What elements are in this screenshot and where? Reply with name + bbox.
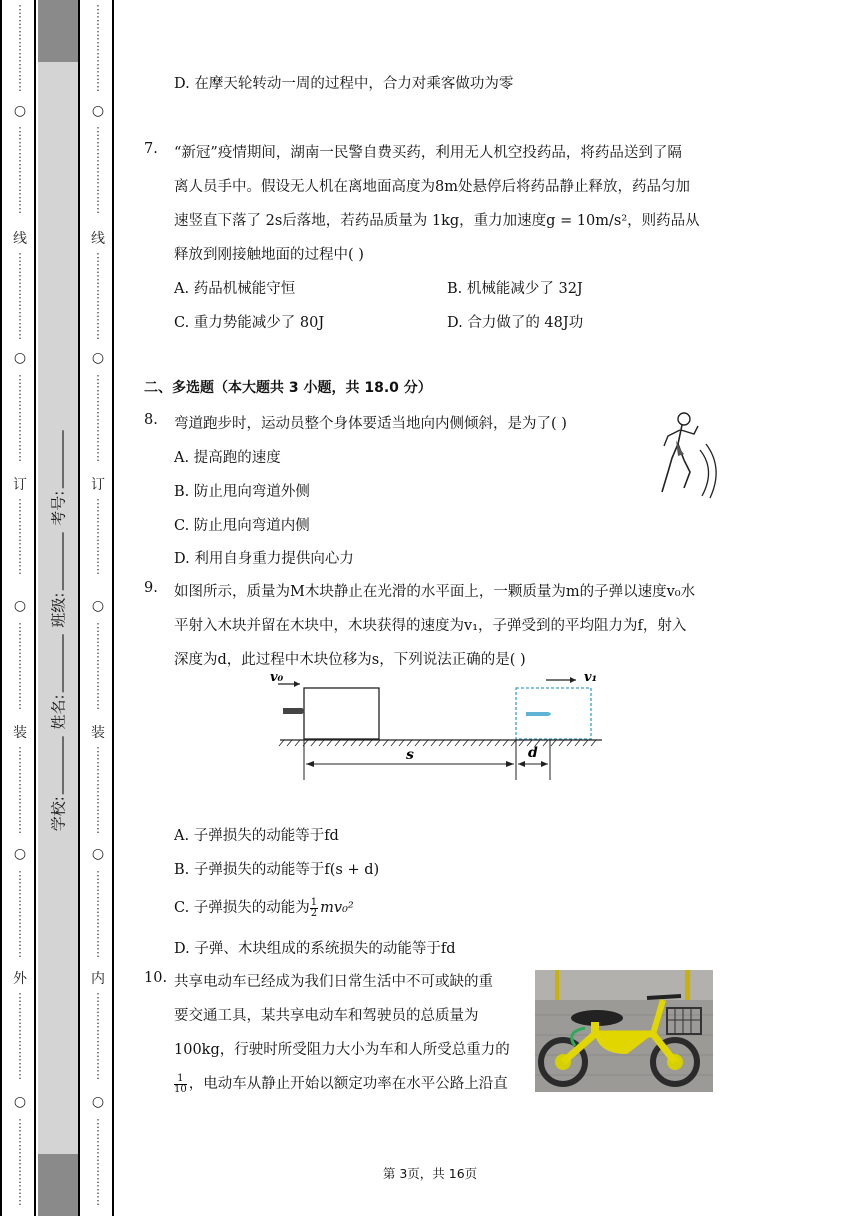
fraction-denominator: 2: [310, 907, 318, 919]
q7-option-d: D. 合力做了的 48J功: [447, 315, 584, 331]
fraction-numerator: 1: [174, 1074, 187, 1085]
class-label: 班级:: [49, 592, 68, 628]
page-footer: 第 3页，共 16页: [382, 1166, 478, 1181]
exam-number-label: 考号:: [49, 490, 68, 526]
binding-circle: ○: [91, 846, 105, 862]
binding-dark-block-top: [38, 0, 78, 62]
q9-option-d: D. 子弹、木块组成的系统损失的动能等于fd: [174, 941, 456, 957]
student-info: [40, 420, 76, 840]
q7-number: 7.: [144, 141, 158, 157]
binding-circle: ○: [91, 350, 105, 366]
binding-strip-outer: [0, 0, 36, 1216]
q10-stem-line-4: [174, 1072, 508, 1095]
binding-circle: ○: [91, 1094, 105, 1110]
q7-stem-line-4: 释放到刚接触地面的过程中( ): [174, 247, 364, 263]
q9-stem-line-1: 如图所示，质量为M木块静止在光滑的水平面上，一颗质量为m的子弹以速度v₀水: [174, 584, 696, 600]
dotted-line: ⋮ ⋮ ⋮ ⋮ ⋮ ⋮ ⋮ ⋮: [92, 991, 104, 1081]
bullet-block-diagram: [270, 668, 604, 788]
binding-circle: ○: [13, 846, 27, 862]
q10-stem-line-4-text: ，电动车从静止开始以额定功率在水平公路上沿直: [188, 1076, 508, 1092]
binding-ding-label: 订: [13, 477, 27, 493]
dotted-line: ⋮ ⋮ ⋮ ⋮ ⋮ ⋮ ⋮ ⋮: [14, 373, 26, 463]
dotted-line: ⋮ ⋮ ⋮ ⋮ ⋮ ⋮ ⋮: [14, 497, 26, 576]
dotted-line: ⋮ ⋮ ⋮ ⋮ ⋮ ⋮ ⋮ ⋮: [92, 251, 104, 341]
school-blank: [63, 736, 64, 794]
q9-option-c-fraction: [310, 898, 318, 919]
q8-number: 8.: [144, 412, 158, 428]
school-label: 学校:: [49, 796, 68, 832]
q8-stem: 弯道跑步时，运动员整个身体要适当地向内侧倾斜，是为了( ): [174, 416, 567, 432]
binding-circle: ○: [13, 350, 27, 366]
binding-zhuang-label: 装: [91, 725, 105, 741]
d-label: d: [528, 745, 538, 761]
runner-illustration: [654, 410, 720, 498]
q8-option-a: A. 提高跑的速度: [174, 450, 281, 466]
dotted-line: ⋮ ⋮ ⋮ ⋮ ⋮ ⋮ ⋮ ⋮: [14, 3, 26, 93]
q8-option-c: C. 防止甩向弯道内侧: [174, 518, 310, 534]
q9-option-b: B. 子弹损失的动能等于f(s + d): [174, 862, 380, 878]
dotted-line: ⋮ ⋮ ⋮ ⋮ ⋮ ⋮ ⋮: [92, 497, 104, 576]
q7-option-b: B. 机械能减少了 32J: [447, 281, 583, 297]
electric-bike-photo: [535, 970, 713, 1092]
binding-circle: ○: [13, 1094, 27, 1110]
binding-zhuang-label: 装: [13, 725, 27, 741]
dotted-line: ⋮ ⋮ ⋮ ⋮ ⋮ ⋮ ⋮ ⋮: [92, 3, 104, 93]
v1-label: v₁: [584, 670, 598, 685]
q7-option-c: C. 重力势能减少了 80J: [174, 315, 325, 331]
dotted-line: ⋮ ⋮ ⋮ ⋮ ⋮ ⋮ ⋮ ⋮: [14, 745, 26, 835]
dotted-line: ⋮ ⋮ ⋮ ⋮ ⋮ ⋮ ⋮ ⋮: [92, 745, 104, 835]
q10-stem-line-2: 要交通工具，某共享电动车和驾驶员的总质量为: [174, 1008, 479, 1024]
binding-line-label: 线: [13, 231, 27, 247]
q8-option-d: D. 利用自身重力提供向心力: [174, 551, 354, 567]
q7-stem-line-3: 速竖直下落了 2s后落地，若药品质量为 1kg，重力加速度g = 10m/s²，则药品从: [174, 213, 700, 229]
q9-number: 9.: [144, 580, 158, 596]
dotted-line: ⋮ ⋮ ⋮ ⋮ ⋮ ⋮ ⋮ ⋮: [14, 1117, 26, 1207]
dotted-line: ⋮ ⋮ ⋮ ⋮ ⋮ ⋮ ⋮ ⋮: [14, 621, 26, 711]
q9-stem-line-2: 平射入木块并留在木块中，木块获得的速度为v₁，子弹受到的平均阻力为f，射入: [174, 618, 687, 634]
dotted-line: ⋮ ⋮ ⋮ ⋮ ⋮ ⋮ ⋮ ⋮: [14, 869, 26, 959]
binding-circle: ○: [13, 598, 27, 614]
name-label: 姓名:: [49, 694, 68, 730]
q7-option-a: A. 药品机械能守恒: [174, 281, 296, 297]
q9-option-c: [174, 896, 354, 919]
exam-number-blank: [63, 431, 64, 489]
name-blank: [63, 634, 64, 692]
dotted-line: ⋮ ⋮ ⋮ ⋮ ⋮ ⋮ ⋮ ⋮: [14, 991, 26, 1081]
q10-number: 10.: [144, 970, 168, 986]
binding-ding-label: 订: [91, 477, 105, 493]
q9-option-c-suffix: mv₀²: [320, 900, 354, 916]
dotted-line: ⋮ ⋮ ⋮ ⋮ ⋮ ⋮ ⋮ ⋮: [14, 251, 26, 341]
dotted-line: ⋮ ⋮ ⋮ ⋮ ⋮ ⋮ ⋮ ⋮: [92, 869, 104, 959]
dotted-line: ⋮ ⋮ ⋮ ⋮ ⋮ ⋮ ⋮ ⋮: [92, 1117, 104, 1207]
q8-option-b: B. 防止甩向弯道外侧: [174, 484, 310, 500]
binding-circle: ○: [91, 103, 105, 119]
v0-label: v₀: [270, 670, 284, 685]
q7-stem-line-1: “新冠”疫情期间，湖南一民警自费买药，利用无人机空投药品，将药品送到了隔: [174, 145, 682, 161]
q10-stem-line-3: 100kg，行驶时所受阻力大小为车和人所受总重力的: [174, 1042, 510, 1058]
binding-wai-label: 外: [13, 971, 27, 987]
dotted-line: ⋮ ⋮ ⋮ ⋮ ⋮ ⋮ ⋮ ⋮: [92, 373, 104, 463]
binding-line-label: 线: [91, 231, 105, 247]
q10-stem-line-1: 共享电动车已经成为我们日常生活中不可或缺的重: [174, 974, 493, 990]
dotted-line: ⋮ ⋮ ⋮ ⋮ ⋮ ⋮ ⋮ ⋮: [92, 125, 104, 215]
s-label: s: [406, 747, 414, 763]
q9-stem-line-3: 深度为d，此过程中木块位移为s，下列说法正确的是( ): [174, 652, 526, 668]
binding-circle: ○: [91, 598, 105, 614]
q9-option-c-prefix: C. 子弹损失的动能为: [174, 900, 310, 916]
class-blank: [63, 533, 64, 591]
dotted-line: ⋮ ⋮ ⋮ ⋮ ⋮ ⋮ ⋮ ⋮: [14, 125, 26, 215]
q6-option-d: D. 在摩天轮转动一周的过程中，合力对乘客做功为零: [174, 76, 514, 92]
binding-circle: ○: [13, 103, 27, 119]
q7-stem-line-2: 离人员手中。假设无人机在离地面高度为8m处悬停后将药品静止释放，药品匀加: [174, 179, 690, 195]
q9-option-a: A. 子弹损失的动能等于fd: [174, 828, 339, 844]
dotted-line: ⋮ ⋮ ⋮ ⋮ ⋮ ⋮ ⋮ ⋮: [92, 621, 104, 711]
binding-strip-inner: [78, 0, 114, 1216]
binding-gray-band: [38, 0, 78, 1216]
fraction-denominator: 10: [174, 1083, 187, 1095]
binding-nei-label: 内: [91, 971, 105, 987]
section-2-title: 二、多选题（本大题共 3 小题，共 18.0 分）: [144, 380, 432, 396]
q10-fraction: [174, 1074, 187, 1095]
fraction-numerator: 1: [310, 896, 318, 908]
